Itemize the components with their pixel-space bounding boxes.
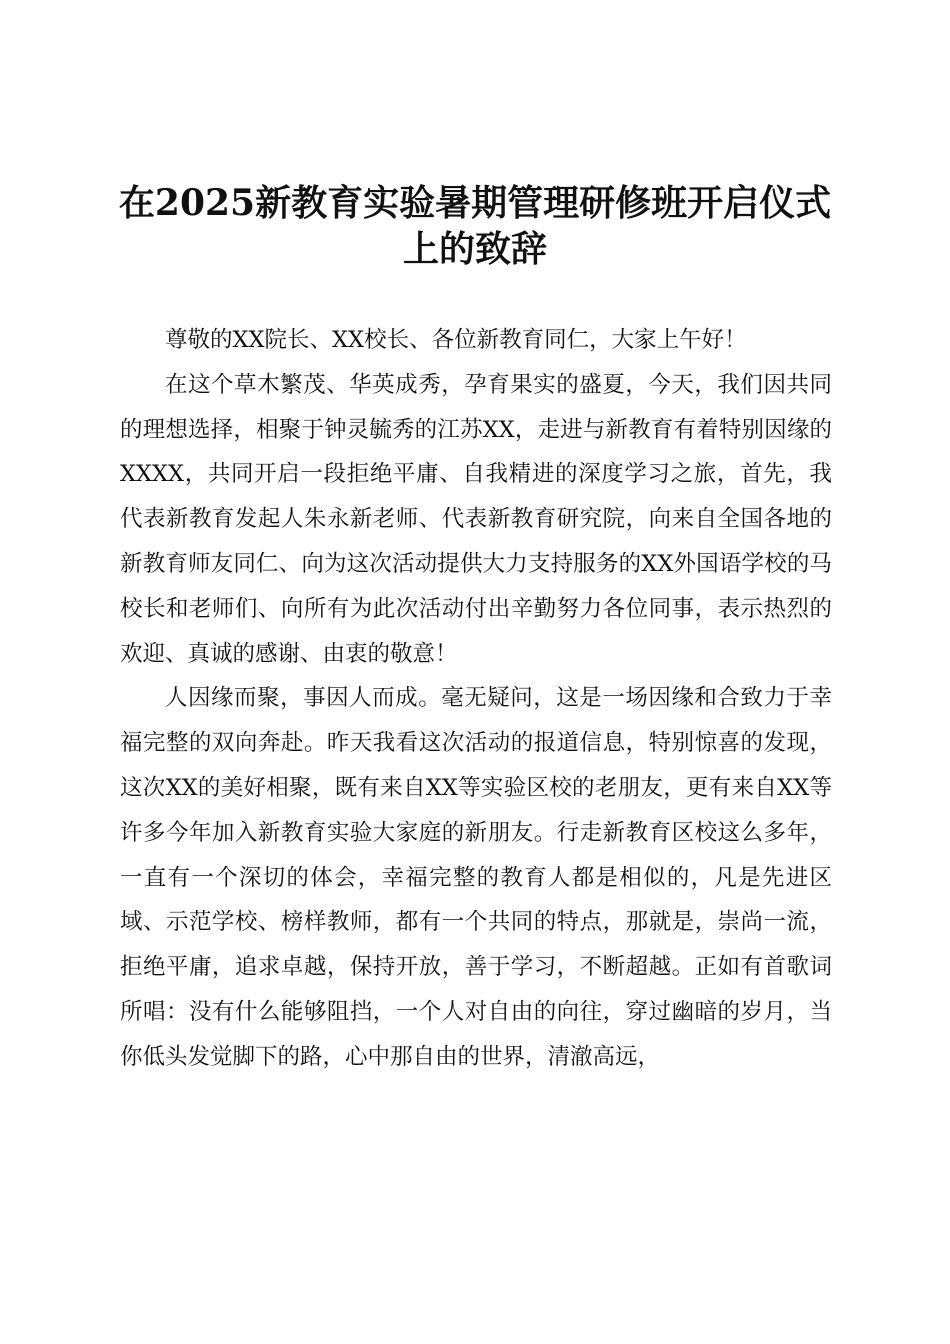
document-title-line-1: 在2025新教育实验暑期管理研修班开启仪式 (118, 182, 832, 224)
document-body (120, 318, 832, 1080)
document-title-line-2: 上的致辞 (402, 228, 547, 270)
paragraph-welcome: 在这个草木繁茂、华英成秀，孕育果实的盛夏，今天，我们因共同的理想选择，相聚于钟灵毓秀的江苏XX，走进与新教育有着特别因缘的XXXX，共同开启一段拒绝平庸、自我精进的深度学习之旅，首先，我代表新教育发起人朱永新老师、代表新教育研究院，向来自全国各地的新教育师友同仁、向为这次活动提供大力支持服务的XX外国语学校的马校长和老师们、向所有为此次活动付出辛勤努力各位同事，表示热烈的欢迎、真诚的感谢、由衷的敬意！ (120, 371, 832, 667)
paragraph-greeting: 尊敬的XX院长、XX校长、各位新教育同仁，大家上午好！ (165, 327, 747, 353)
document-title (100, 180, 850, 272)
paragraph-gathering: 人因缘而聚，事因人而成。毫无疑问，这是一场因缘和合致力于幸福完整的双向奔赴。昨天我看这次活动的报道信息，特别惊喜的发现，这次XX的美好相聚，既有来自XX等实验区校的老朋友，更有来自XX等许多今年加入新教育实验大家庭的新朋友。行走新教育区校这么多年，一直有一个深切的体会，幸福完整的教育人都是相似的，凡是先进区域、示范学校、榜样教师，都有一个共同的特点，那就是，崇尚一流，拒绝平庸，追求卓越，保持开放，善于学习，不断超越。正如有首歌词所唱：没有什么能够阻挡，一个人对自由的向往，穿过幽暗的岁月，当你低头发觉脚下的路，心中那自由的世界，清澈高远， (120, 685, 832, 1070)
